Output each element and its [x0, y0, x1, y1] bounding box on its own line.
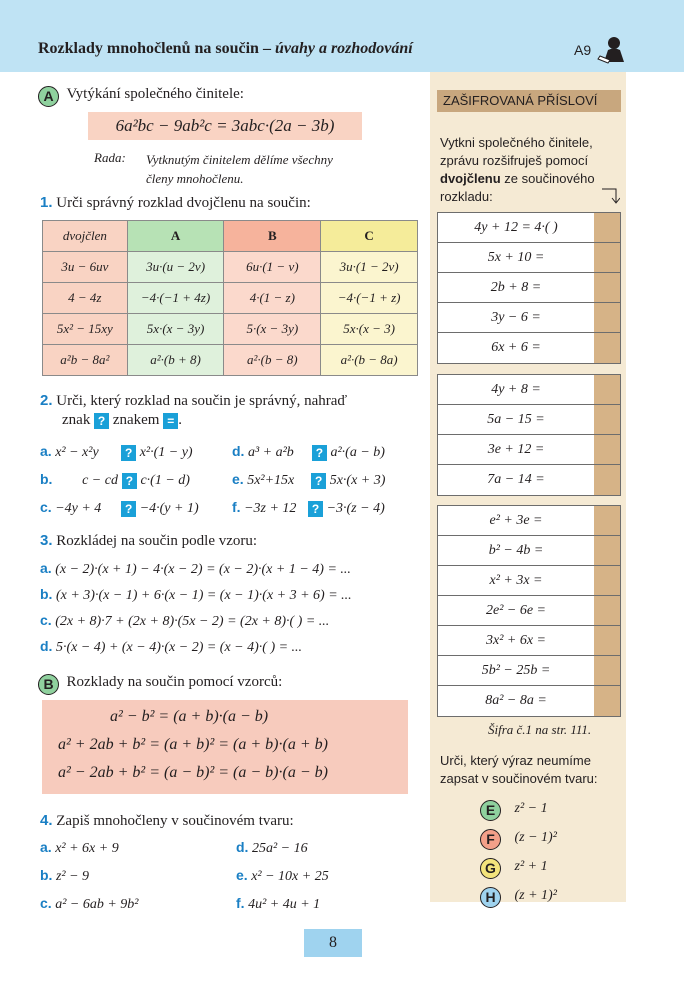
answer-cell[interactable]	[594, 243, 620, 272]
cipher-row: 2b + 8 =	[438, 273, 620, 303]
cipher-row: 5x + 10 =	[438, 243, 620, 273]
answer-toggle[interactable]: ?	[121, 445, 136, 461]
option-h[interactable]: H (z + 1)²	[480, 883, 557, 912]
answer-cell[interactable]	[594, 273, 620, 302]
formulas-box	[42, 700, 408, 794]
section-b-title: Rozklady na součin pomocí vzorců:	[66, 674, 283, 690]
table-header-a: A	[127, 221, 224, 252]
cipher-row: b² − 4b =	[438, 536, 620, 566]
answer-toggle[interactable]: ?	[311, 473, 326, 489]
table-row: 5x² − 15xy 5x·(x − 3y) 5·(x − 3y) 5x·(x − 3)	[43, 314, 418, 345]
cipher-row: 4y + 12 = 4·( )	[438, 213, 620, 243]
answer-cell[interactable]	[594, 375, 620, 404]
answer-cell[interactable]	[594, 213, 620, 242]
list-item: c. −4y + 4 ? −4·(y + 1)	[40, 499, 199, 516]
table-row: 3u − 6uv 3u·(u − 2v) 6u·(1 − v) 3u·(1 − 2v)	[43, 252, 418, 283]
list-item: d. 5·(x − 4) + (x − 4)·(x − 2) = (x − 4)·( ) = ...	[40, 638, 303, 655]
list-item: c. a² − 6ab + 9b²	[40, 895, 139, 912]
section-a-title: Vytýkání společného činitele:	[66, 86, 244, 102]
list-item: a. (x − 2)·(x + 1) − 4·(x − 2) = (x − 2)·(x + 1 − 4) = ...	[40, 560, 351, 577]
answer-toggle[interactable]: ?	[121, 501, 136, 517]
cipher-reference: Šifra č.1 na str. 111.	[488, 722, 592, 737]
answer-cell[interactable]	[594, 465, 620, 495]
cipher-row: e² + 3e =	[438, 506, 620, 536]
answer-cell[interactable]	[594, 333, 620, 363]
answer-cell[interactable]	[594, 303, 620, 332]
task1-table	[42, 220, 418, 376]
formula-square-of-sum: a² + 2ab + b² = (a + b)² = (a + b)·(a + b)	[58, 736, 328, 753]
student-writing-icon	[596, 34, 626, 64]
cipher-row: 8a² − 8a =	[438, 686, 620, 716]
chapter-code: A9	[574, 42, 592, 58]
cipher-row: 6x + 6 =	[438, 333, 620, 363]
task4-heading: 4. Zapiš mnohočleny v součinovém tvaru:	[40, 812, 294, 829]
answer-cell[interactable]	[594, 405, 620, 434]
option-e[interactable]: E z² − 1	[480, 796, 557, 825]
hint-label: Rada:	[94, 150, 126, 165]
task2-right-list	[232, 438, 385, 522]
task4-right-list	[236, 834, 329, 918]
answer-cell[interactable]	[594, 536, 620, 565]
table-row: a²b − 8a² a²·(b + 8) a²·(b − 8) a²·(b − 8a)	[43, 345, 418, 376]
answer-cell[interactable]	[594, 626, 620, 655]
table-header-binomial: dvojčlen	[43, 221, 128, 252]
task2-heading: 2. Urči, který rozklad na součin je správný, nahraď	[40, 392, 348, 409]
answer-cell[interactable]	[594, 686, 620, 716]
list-item: d. a³ + a²b ? a²·(a − b)	[232, 443, 385, 460]
answer-cell[interactable]	[594, 566, 620, 595]
cipher-row: 4y + 8 =	[438, 375, 620, 405]
answer-cell[interactable]	[594, 506, 620, 535]
section-a-badge: A	[38, 86, 59, 107]
section-a-heading	[38, 86, 244, 107]
sidebar-question: Urči, který výraz neumíme zapsat v součinovém tvaru:	[440, 753, 598, 786]
sidebar-intro: Vytkni společného činitele, zprávu rozšifruješ pomocí dvojčlenu ze součinového rozkladu:	[440, 135, 595, 204]
cipher-row: 7a − 14 =	[438, 465, 620, 495]
cipher-row: 5b² − 25b =	[438, 656, 620, 686]
cipher-row: x² + 3x =	[438, 566, 620, 596]
task1-heading: 1. Urči správný rozklad dvojčlenu na součin:	[40, 194, 311, 211]
list-item: b. (x + 3)·(x − 1) + 6·(x − 1) = (x − 1)·(x + 3 + 6) = ...	[40, 586, 352, 603]
factor-out-formula: 6a²bc − 9ab²c = 3abc·(2a − 3b)	[88, 112, 362, 140]
cipher-group-3	[437, 505, 621, 717]
table-header-c: C	[321, 221, 418, 252]
task3-list	[40, 556, 352, 660]
list-item: e. x² − 10x + 25	[236, 867, 329, 884]
formula-difference-of-squares: a² − b² = (a + b)·(a − b)	[110, 708, 269, 725]
answer-cell[interactable]	[594, 656, 620, 685]
page-header	[0, 0, 684, 72]
task2-instruction: znak ? znakem = .	[62, 412, 182, 428]
option-g[interactable]: G z² + 1	[480, 854, 557, 883]
page-title: Rozklady mnohočlenů na součin – úvahy a rozhodování	[38, 40, 413, 57]
list-item: a. x² + 6x + 9	[40, 839, 119, 856]
equals-box: =	[163, 413, 178, 429]
question-mark-box: ?	[94, 413, 109, 429]
cipher-row: 3e + 12 =	[438, 435, 620, 465]
section-b-badge: B	[38, 674, 59, 695]
option-f[interactable]: F (z − 1)²	[480, 825, 557, 854]
list-item: b. z² − 9	[40, 867, 90, 884]
table-header-b: B	[224, 221, 321, 252]
list-item: d. 25a² − 16	[236, 839, 308, 856]
options-list	[480, 796, 557, 912]
cipher-row: 3y − 6 =	[438, 303, 620, 333]
task3-heading: 3. Rozkládej na součin podle vzoru:	[40, 532, 258, 549]
answer-cell[interactable]	[594, 435, 620, 464]
list-item: e. 5x²+15x ? 5x·(x + 3)	[232, 471, 386, 488]
hint-text: Vytknutým činitelem dělíme všechny členy mnohočlenu.	[146, 152, 333, 186]
cipher-row: 5a − 15 =	[438, 405, 620, 435]
list-item: b. c − cd ? c·(1 − d)	[40, 471, 190, 488]
cipher-group-2	[437, 374, 621, 496]
cipher-row: 3x² + 6x =	[438, 626, 620, 656]
list-item: a. x² − x²y ? x²·(1 − y)	[40, 443, 193, 460]
list-item: c. (2x + 8)·7 + (2x + 8)·(5x − 2) = (2x + 8)·( ) = ...	[40, 612, 330, 629]
task4-left-list	[40, 834, 138, 918]
section-b-heading	[38, 674, 282, 695]
sidebar-title: ZAŠIFROVANÁ PŘÍSLOVÍ	[437, 90, 621, 112]
task2-left-list	[40, 438, 199, 522]
formula-square-of-difference: a² − 2ab + b² = (a − b)² = (a − b)·(a − b)	[58, 764, 328, 781]
cipher-group-1	[437, 212, 621, 364]
page-number: 8	[304, 929, 362, 957]
answer-toggle[interactable]: ?	[122, 473, 137, 489]
answer-cell[interactable]	[594, 596, 620, 625]
arrow-down-icon	[600, 186, 620, 206]
list-item: f. −3z + 12 ? −3·(z − 4)	[232, 499, 385, 516]
list-item: f. 4u² + 4u + 1	[236, 895, 321, 912]
table-row: 4 − 4z −4·(−1 + 4z) 4·(1 − z) −4·(−1 + z)	[43, 283, 418, 314]
answer-toggle[interactable]: ?	[312, 445, 327, 461]
answer-toggle[interactable]: ?	[308, 501, 323, 517]
cipher-row: 2e² − 6e =	[438, 596, 620, 626]
